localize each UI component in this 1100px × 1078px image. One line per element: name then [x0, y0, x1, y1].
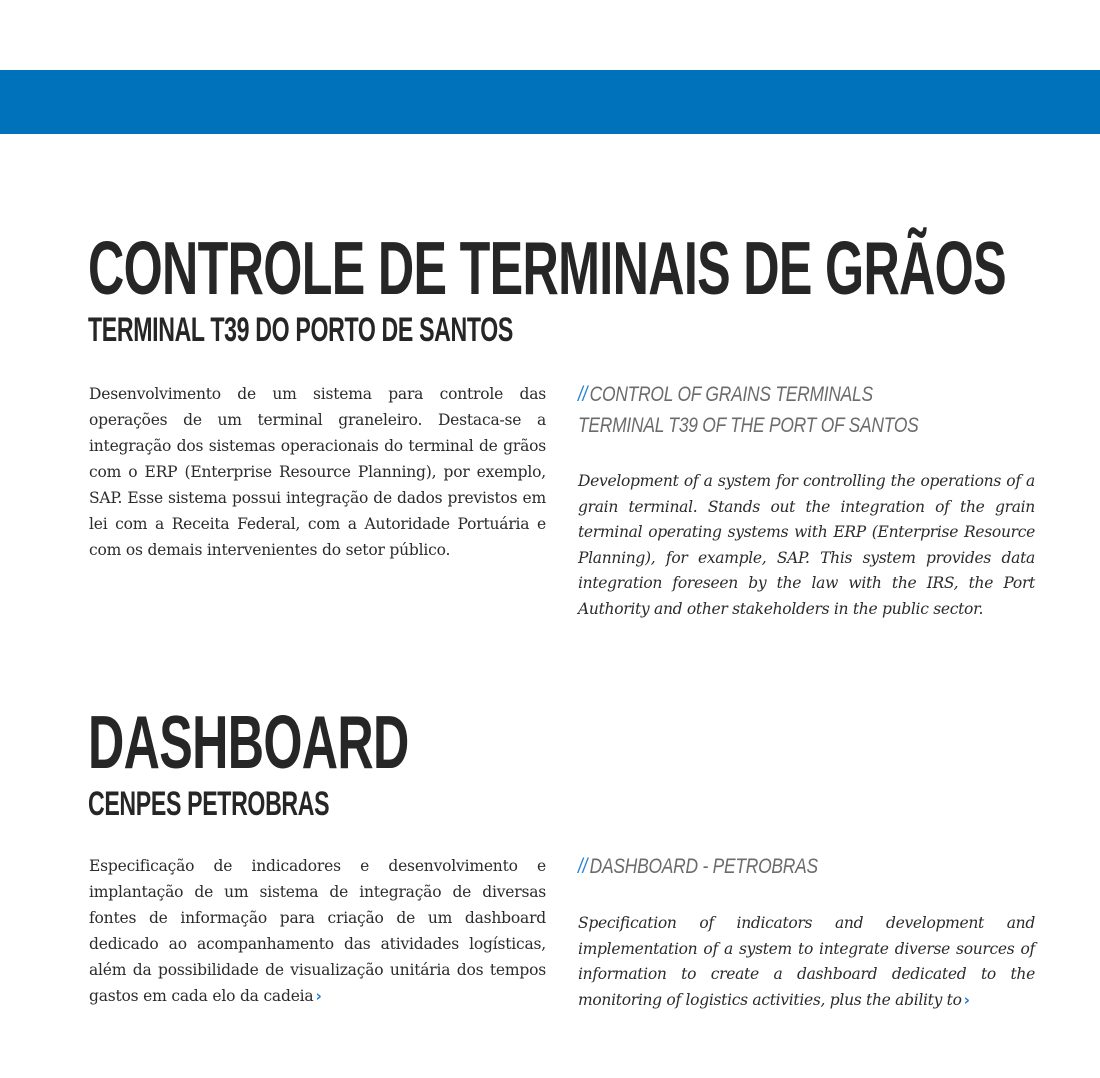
- header-accent-bar: [0, 70, 1100, 134]
- section-description-en-2-text: Specification of indicators and development and implementation of a system to integrate diverse sources of information to create a dashboard dedicated to the monitoring of logistics activities, plus the ability to: [578, 914, 1035, 1009]
- section-description-en: Development of a system for controlling the operations of a grain terminal. Stands out the integration of the grain terminal operating systems with ERP (Enterprise Resource Planning), for example, SAP. This system provides data integration foreseen by the law with the IRS, the Port Authority and other stakeholders in the public sector.: [578, 472, 1035, 618]
- english-heading-2-text: DASHBOARD - PETROBRAS: [589, 855, 818, 878]
- english-heading-2: [578, 851, 818, 882]
- section-subtitle-cenpes: CENPES PETROBRAS: [88, 785, 330, 823]
- continue-arrow-icon-en[interactable]: ›: [963, 990, 970, 1009]
- slash-marker-2: //: [578, 855, 588, 878]
- section-title-dashboard: DASHBOARD: [88, 700, 409, 784]
- section-title-grain-terminals: CONTROLE DE TERMINAIS DE GRÃOS: [88, 226, 1006, 310]
- section-description-pt-2-text: Especificação de indicadores e desenvolvimento e implantação de um sistema de integração de diversas fontes de informação para criação de um dashboard dedicado ao acompanhamento das atividades logísticas, além da possibilidade de visualização unitária dos tempos gastos em cada elo da cadeia: [89, 857, 546, 1005]
- slash-marker: //: [578, 383, 588, 406]
- continue-arrow-icon[interactable]: ›: [315, 987, 322, 1005]
- english-heading: [578, 379, 919, 441]
- section-subtitle-terminal-t39: TERMINAL T39 DO PORTO DE SANTOS: [88, 311, 513, 349]
- english-heading-line2: TERMINAL T39 OF THE PORT OF SANTOS: [578, 414, 919, 437]
- section-description-pt-2: [89, 853, 546, 1009]
- english-heading-line1: CONTROL OF GRAINS TERMINALS: [589, 383, 873, 406]
- section-description-pt: Desenvolvimento de um sistema para controle das operações de um terminal graneleiro. Destaca-se a integração dos sistemas operacionais do terminal de grãos com o ERP (Enterprise Resource Planning), por exemplo, SAP. Esse sistema possui integração de dados previstos em lei com a Receita Federal, com a Autoridade Portuária e com os demais intervenientes do setor público.: [89, 385, 546, 559]
- section-description-en-2: [578, 911, 1035, 1013]
